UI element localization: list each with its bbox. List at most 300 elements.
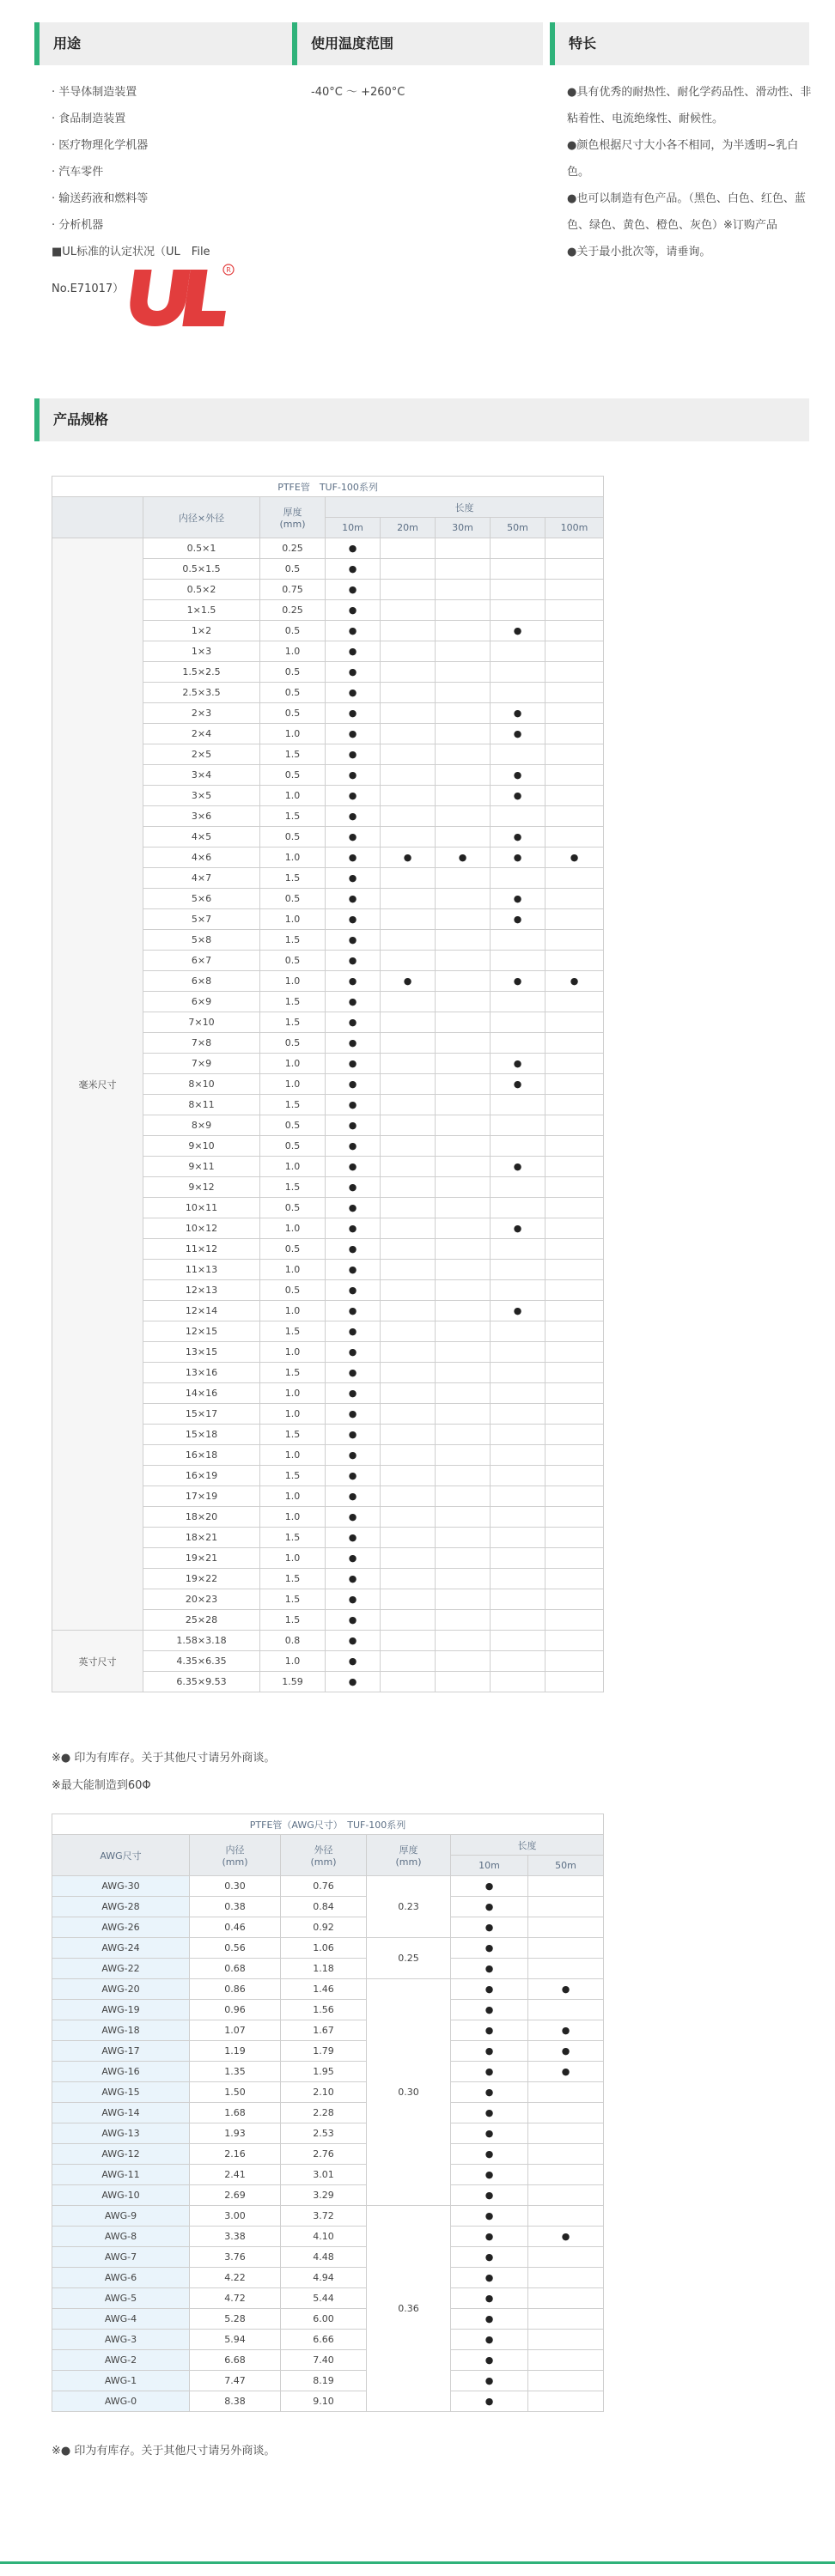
thickness-group-cell: 0.23	[367, 1876, 451, 1938]
size-cell: 4×5	[143, 827, 260, 848]
stock-cell	[491, 1033, 545, 1054]
thickness-cell: 1.5	[260, 930, 326, 951]
thickness-cell: 1.5	[260, 1569, 326, 1589]
stock-cell	[491, 600, 545, 621]
stock-cell	[381, 1218, 436, 1239]
stock-cell: ●	[326, 621, 381, 641]
table-row	[52, 2371, 604, 2391]
awg-size-cell: AWG-24	[52, 1938, 190, 1959]
feature-item: ●关于最小批次等，请垂询。	[567, 246, 711, 258]
table-row	[52, 1897, 604, 1917]
size-cell: 11×13	[143, 1260, 260, 1280]
stock-cell: ●	[326, 1672, 381, 1692]
temperature-section-header: 使用温度范围	[292, 22, 543, 65]
thickness-cell: 1.0	[260, 1445, 326, 1466]
stock-cell: ●	[491, 971, 545, 992]
stock-note: ※● 印为有库存。关于其他尺寸请另外商谈。	[52, 1752, 276, 1765]
table2-length-10m: 10m	[451, 1856, 528, 1876]
stock-cell	[491, 683, 545, 703]
stock-10m-cell: ●	[451, 1876, 528, 1897]
stock-cell	[381, 1342, 436, 1363]
stock-cell	[381, 1136, 436, 1157]
stock-cell	[436, 683, 491, 703]
thickness-cell: 1.0	[260, 1651, 326, 1672]
size-cell: 0.5×1	[143, 538, 260, 559]
stock-cell	[436, 1363, 491, 1383]
stock-cell	[381, 1115, 436, 1136]
stock-cell	[436, 600, 491, 621]
use-item: · 食品制造装置	[52, 112, 126, 125]
inner-diameter-cell: 5.94	[190, 2330, 281, 2350]
stock-cell	[491, 1280, 545, 1301]
outer-diameter-cell: 1.95	[281, 2062, 367, 2082]
stock-cell	[545, 1589, 604, 1610]
stock-cell	[545, 1301, 604, 1321]
outer-diameter-cell: 7.40	[281, 2350, 367, 2371]
size-cell: 4×6	[143, 848, 260, 868]
outer-diameter-cell: 8.19	[281, 2371, 367, 2391]
size-cell: 6.35×9.53	[143, 1672, 260, 1692]
stock-50m-cell	[528, 2165, 604, 2185]
stock-10m-cell: ●	[451, 2082, 528, 2103]
table-row	[52, 2165, 604, 2185]
stock-cell: ●	[326, 992, 381, 1012]
awg-size-cell: AWG-17	[52, 2041, 190, 2062]
size-cell: 9×11	[143, 1157, 260, 1177]
stock-50m-cell: ●	[528, 2020, 604, 2041]
stock-10m-cell: ●	[451, 2330, 528, 2350]
size-cell: 12×15	[143, 1321, 260, 1342]
thickness-cell: 0.5	[260, 1239, 326, 1260]
stock-10m-cell: ●	[451, 2185, 528, 2206]
stock-cell	[545, 683, 604, 703]
stock-cell	[436, 1218, 491, 1239]
table-row	[52, 2041, 604, 2062]
size-cell: 16×18	[143, 1445, 260, 1466]
thickness-cell: 0.8	[260, 1631, 326, 1651]
table1-length-20m: 20m	[381, 518, 436, 538]
size-cell: 7×9	[143, 1054, 260, 1074]
stock-10m-cell: ●	[451, 2227, 528, 2247]
size-cell: 18×21	[143, 1528, 260, 1548]
table2-id-header: 内径 (mm)	[190, 1835, 281, 1876]
feature-list	[567, 79, 812, 265]
size-cell: 13×16	[143, 1363, 260, 1383]
stock-cell	[545, 600, 604, 621]
table-row	[52, 2330, 604, 2350]
stock-cell	[436, 1445, 491, 1466]
stock-cell	[381, 703, 436, 724]
stock-cell	[381, 909, 436, 930]
inner-diameter-cell: 4.72	[190, 2288, 281, 2309]
stock-cell	[491, 744, 545, 765]
stock-cell: ●	[326, 971, 381, 992]
table2-awg-header: AWG尺寸	[52, 1835, 190, 1876]
table-row	[52, 1631, 604, 1651]
awg-size-cell: AWG-2	[52, 2350, 190, 2371]
stock-cell	[436, 1507, 491, 1528]
outer-diameter-cell: 2.10	[281, 2082, 367, 2103]
table2-title: PTFE管（AWG尺寸） TUF-100系列	[52, 1814, 604, 1835]
size-cell: 15×17	[143, 1404, 260, 1425]
size-cell: 12×13	[143, 1280, 260, 1301]
size-cell: 17×19	[143, 1486, 260, 1507]
stock-cell	[436, 1012, 491, 1033]
stock-cell	[491, 1136, 545, 1157]
size-cell: 15×18	[143, 1425, 260, 1445]
stock-10m-cell: ●	[451, 2371, 528, 2391]
stock-cell: ●	[491, 827, 545, 848]
stock-50m-cell	[528, 2247, 604, 2268]
stock-cell	[545, 1486, 604, 1507]
size-cell: 9×12	[143, 1177, 260, 1198]
stock-cell	[491, 1115, 545, 1136]
stock-cell	[436, 703, 491, 724]
stock-cell: ●	[326, 1239, 381, 1260]
stock-cell	[381, 1095, 436, 1115]
svg-text:R: R	[226, 266, 231, 274]
thickness-cell: 0.5	[260, 889, 326, 909]
thickness-cell: 0.5	[260, 1136, 326, 1157]
thickness-cell: 0.5	[260, 703, 326, 724]
stock-cell	[436, 1548, 491, 1569]
outer-diameter-cell: 1.06	[281, 1938, 367, 1959]
awg-size-cell: AWG-18	[52, 2020, 190, 2041]
stock-cell	[491, 538, 545, 559]
stock-cell	[491, 1569, 545, 1589]
size-cell: 7×10	[143, 1012, 260, 1033]
stock-10m-cell: ●	[451, 2268, 528, 2288]
stock-cell	[491, 1507, 545, 1528]
table1-corner	[52, 497, 143, 538]
stock-10m-cell: ●	[451, 1938, 528, 1959]
stock-cell	[545, 1012, 604, 1033]
stock-cell	[545, 1528, 604, 1548]
stock-cell	[436, 1260, 491, 1280]
stock-cell	[381, 806, 436, 827]
table-row	[52, 2185, 604, 2206]
stock-10m-cell: ●	[451, 2288, 528, 2309]
stock-cell	[381, 1466, 436, 1486]
stock-cell	[545, 662, 604, 683]
stock-cell	[436, 1425, 491, 1445]
stock-cell	[545, 1404, 604, 1425]
stock-cell: ●	[326, 1074, 381, 1095]
stock-cell	[545, 951, 604, 971]
thickness-cell: 0.5	[260, 621, 326, 641]
inner-diameter-cell: 0.30	[190, 1876, 281, 1897]
outer-diameter-cell: 2.28	[281, 2103, 367, 2123]
stock-cell	[436, 580, 491, 600]
outer-diameter-cell: 6.00	[281, 2309, 367, 2330]
use-item: · 输送药液和燃料等	[52, 192, 149, 205]
stock-cell	[545, 1342, 604, 1363]
thickness-cell: 0.25	[260, 600, 326, 621]
inner-diameter-cell: 3.76	[190, 2247, 281, 2268]
stock-cell: ●	[326, 580, 381, 600]
size-cell: 19×21	[143, 1548, 260, 1569]
table-row	[52, 2247, 604, 2268]
stock-cell	[381, 641, 436, 662]
stock-cell	[436, 1610, 491, 1631]
stock-cell	[545, 868, 604, 889]
outer-diameter-cell: 2.53	[281, 2123, 367, 2144]
stock-cell	[436, 1321, 491, 1342]
thickness-cell: 1.0	[260, 909, 326, 930]
stock-cell	[381, 765, 436, 786]
table1-length-100m: 100m	[545, 518, 604, 538]
inner-diameter-cell: 1.93	[190, 2123, 281, 2144]
inner-diameter-cell: 2.41	[190, 2165, 281, 2185]
thickness-cell: 1.0	[260, 641, 326, 662]
stock-cell	[545, 1136, 604, 1157]
stock-cell	[491, 1425, 545, 1445]
stock-cell: ●	[326, 765, 381, 786]
awg-size-cell: AWG-1	[52, 2371, 190, 2391]
outer-diameter-cell: 0.76	[281, 1876, 367, 1897]
inner-diameter-cell: 0.56	[190, 1938, 281, 1959]
stock-cell: ●	[326, 909, 381, 930]
stock-cell	[545, 786, 604, 806]
table-row	[52, 2062, 604, 2082]
stock-cell	[491, 1260, 545, 1280]
stock-cell: ●	[326, 744, 381, 765]
size-cell: 1×2	[143, 621, 260, 641]
stock-cell	[381, 1383, 436, 1404]
stock-cell	[545, 724, 604, 744]
awg-size-cell: AWG-16	[52, 2062, 190, 2082]
stock-cell	[381, 1239, 436, 1260]
size-cell: 6×9	[143, 992, 260, 1012]
stock-cell: ●	[326, 806, 381, 827]
table1-length-30m: 30m	[436, 518, 491, 538]
stock-cell	[381, 930, 436, 951]
outer-diameter-cell: 1.46	[281, 1979, 367, 2000]
outer-diameter-cell: 2.76	[281, 2144, 367, 2165]
stock-cell	[545, 621, 604, 641]
stock-cell: ●	[436, 848, 491, 868]
inner-diameter-cell: 0.46	[190, 1917, 281, 1938]
stock-cell: ●	[326, 1280, 381, 1301]
stock-cell	[381, 1651, 436, 1672]
stock-cell	[545, 1115, 604, 1136]
stock-cell	[436, 889, 491, 909]
stock-cell	[491, 1631, 545, 1651]
size-cell: 1.58×3.18	[143, 1631, 260, 1651]
size-cell: 8×9	[143, 1115, 260, 1136]
size-cell: 18×20	[143, 1507, 260, 1528]
stock-cell	[545, 744, 604, 765]
stock-cell	[436, 1466, 491, 1486]
stock-cell: ●	[491, 786, 545, 806]
stock-cell	[436, 806, 491, 827]
thickness-cell: 0.5	[260, 683, 326, 703]
stock-cell: ●	[491, 1218, 545, 1239]
thickness-cell: 1.5	[260, 1095, 326, 1115]
table1-thickness-header: 厚度 (mm)	[260, 497, 326, 538]
stock-cell	[491, 930, 545, 951]
outer-diameter-cell: 1.56	[281, 2000, 367, 2020]
inner-diameter-cell: 0.68	[190, 1959, 281, 1979]
stock-cell	[381, 1301, 436, 1321]
feature-section-header: 特长	[550, 22, 809, 65]
stock-10m-cell: ●	[451, 2062, 528, 2082]
stock-cell	[381, 1054, 436, 1074]
ul-logo-icon	[127, 261, 239, 330]
stock-cell	[491, 1548, 545, 1569]
feature-item: ●具有优秀的耐热性、耐化学药品性、滑动性、非粘着性、电流绝缘性、耐候性。	[567, 86, 812, 125]
stock-cell	[381, 538, 436, 559]
stock-50m-cell	[528, 2330, 604, 2350]
stock-cell: ●	[326, 1651, 381, 1672]
table2-length-50m: 50m	[528, 1856, 604, 1876]
table-row	[52, 2123, 604, 2144]
size-cell: 2×5	[143, 744, 260, 765]
awg-size-cell: AWG-0	[52, 2391, 190, 2412]
stock-cell	[436, 827, 491, 848]
table-row	[52, 2020, 604, 2041]
stock-cell	[545, 559, 604, 580]
stock-cell	[491, 1589, 545, 1610]
stock-cell	[436, 559, 491, 580]
stock-cell: ●	[326, 1445, 381, 1466]
stock-cell	[545, 1672, 604, 1692]
use-item: · 医疗物理化学机器	[52, 139, 149, 152]
size-cell: 2.5×3.5	[143, 683, 260, 703]
inner-diameter-cell: 3.38	[190, 2227, 281, 2247]
size-cell: 3×5	[143, 786, 260, 806]
stock-50m-cell	[528, 1897, 604, 1917]
size-cell: 10×12	[143, 1218, 260, 1239]
stock-50m-cell	[528, 1938, 604, 1959]
stock-cell: ●	[326, 538, 381, 559]
stock-cell	[545, 1466, 604, 1486]
stock-cell	[436, 1054, 491, 1074]
stock-cell	[491, 1466, 545, 1486]
stock-cell: ●	[326, 1321, 381, 1342]
ptfe-mm-table	[52, 476, 604, 1692]
stock-cell	[545, 1054, 604, 1074]
stock-cell: ●	[326, 724, 381, 744]
stock-10m-cell: ●	[451, 2123, 528, 2144]
stock-cell	[545, 538, 604, 559]
stock-cell: ●	[326, 703, 381, 724]
stock-cell	[436, 1074, 491, 1095]
stock-50m-cell	[528, 2123, 604, 2144]
stock-10m-cell: ●	[451, 2350, 528, 2371]
stock-cell	[491, 951, 545, 971]
inner-diameter-cell: 5.28	[190, 2309, 281, 2330]
size-cell: 8×10	[143, 1074, 260, 1095]
stock-cell	[545, 1095, 604, 1115]
thickness-cell: 1.0	[260, 1301, 326, 1321]
stock-cell: ●	[326, 889, 381, 909]
stock-50m-cell	[528, 1876, 604, 1897]
feature-item: ●颜色根据尺寸大小各不相同，为半透明~乳白色。	[567, 139, 799, 179]
stock-cell: ●	[326, 1012, 381, 1033]
inner-diameter-cell: 1.19	[190, 2041, 281, 2062]
outer-diameter-cell: 1.79	[281, 2041, 367, 2062]
stock-cell	[381, 559, 436, 580]
feature-item: ●也可以制造有色产品。（黑色、白色、红色、蓝色、绿色、黄色、橙色、灰色）※订购产品	[567, 192, 806, 232]
stock-cell: ●	[326, 868, 381, 889]
stock-cell: ●	[326, 1033, 381, 1054]
thickness-cell: 1.0	[260, 1404, 326, 1425]
thickness-cell: 1.5	[260, 744, 326, 765]
stock-cell	[381, 1528, 436, 1548]
table-row	[52, 2103, 604, 2123]
stock-cell: ●	[491, 1301, 545, 1321]
stock-cell	[491, 1342, 545, 1363]
stock-cell: ●	[381, 971, 436, 992]
stock-50m-cell	[528, 2103, 604, 2123]
stock-50m-cell	[528, 2391, 604, 2412]
stock-cell: ●	[491, 848, 545, 868]
size-cell: 2×4	[143, 724, 260, 744]
size-cell: 11×12	[143, 1239, 260, 1260]
stock-cell	[491, 1239, 545, 1260]
stock-cell	[381, 1548, 436, 1569]
thickness-cell: 1.0	[260, 1074, 326, 1095]
size-cell: 5×8	[143, 930, 260, 951]
outer-diameter-cell: 4.94	[281, 2268, 367, 2288]
stock-cell	[381, 1321, 436, 1342]
stock-10m-cell: ●	[451, 2247, 528, 2268]
stock-cell	[545, 1445, 604, 1466]
stock-cell: ●	[491, 703, 545, 724]
stock-cell: ●	[326, 1260, 381, 1280]
stock-cell: ●	[326, 1548, 381, 1569]
thickness-cell: 1.0	[260, 1507, 326, 1528]
stock-cell: ●	[326, 559, 381, 580]
stock-cell	[491, 641, 545, 662]
stock-cell	[436, 1404, 491, 1425]
thickness-cell: 1.0	[260, 1157, 326, 1177]
stock-cell: ●	[491, 724, 545, 744]
stock-cell	[545, 1198, 604, 1218]
thickness-cell: 0.5	[260, 1280, 326, 1301]
outer-diameter-cell: 3.29	[281, 2185, 367, 2206]
thickness-cell: 1.0	[260, 1383, 326, 1404]
stock-cell	[545, 703, 604, 724]
inner-diameter-cell: 0.86	[190, 1979, 281, 2000]
stock-cell	[436, 1239, 491, 1260]
stock-cell	[545, 1610, 604, 1631]
awg-size-cell: AWG-19	[52, 2000, 190, 2020]
stock-cell	[545, 1177, 604, 1198]
stock-cell	[381, 1445, 436, 1466]
stock-50m-cell	[528, 2206, 604, 2227]
stock-cell: ●	[326, 1466, 381, 1486]
stock-cell	[381, 1363, 436, 1383]
stock-cell	[436, 951, 491, 971]
table-row	[52, 1876, 604, 1897]
stock-cell	[545, 1321, 604, 1342]
stock-cell	[381, 827, 436, 848]
stock-cell	[381, 621, 436, 641]
stock-cell	[436, 1486, 491, 1507]
outer-diameter-cell: 5.44	[281, 2288, 367, 2309]
stock-cell: ●	[326, 641, 381, 662]
outer-diameter-cell: 4.48	[281, 2247, 367, 2268]
stock-cell	[436, 971, 491, 992]
stock-cell	[381, 600, 436, 621]
size-cell: 6×8	[143, 971, 260, 992]
stock-cell	[436, 1631, 491, 1651]
thickness-cell: 1.0	[260, 724, 326, 744]
stock-50m-cell	[528, 2144, 604, 2165]
stock-50m-cell: ●	[528, 1979, 604, 2000]
